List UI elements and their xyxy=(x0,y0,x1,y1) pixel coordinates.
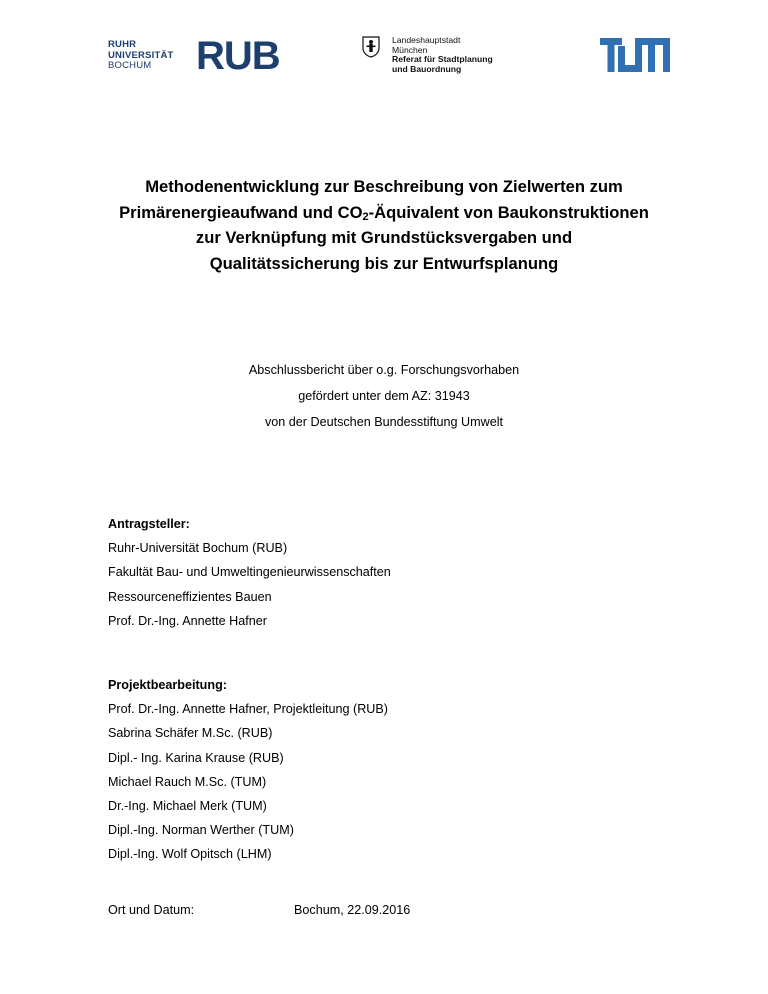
project-team-member: Dr.-Ing. Michael Merk (TUM) xyxy=(108,799,267,814)
project-team-section xyxy=(108,673,388,867)
title-line-4: Qualitätssicherung bis zur Entwurfsplanung xyxy=(209,253,559,273)
applicant-line: Ruhr-Universität Bochum (RUB) xyxy=(108,541,288,556)
project-team-member: Michael Rauch M.Sc. (TUM) xyxy=(108,774,267,789)
rub-logo xyxy=(196,36,286,74)
lhm-logo-text xyxy=(392,36,493,74)
project-team-heading: Projektbearbeitung: xyxy=(108,678,227,692)
report-line-2: gefördert unter dem AZ: 31943 xyxy=(298,389,470,403)
title-line-3: zur Verknüpfung mit Grundstücksvergaben und xyxy=(195,228,573,247)
applicant-line: Fakultät Bau- und Umweltingenieurwissenschaften xyxy=(108,565,391,580)
lhm-line-3: Referat für Stadtplanung xyxy=(392,54,493,65)
report-line-1: Abschlussbericht über o.g. Forschungsvorhaben xyxy=(248,363,520,377)
rub-wordmark-line-1: RUHR xyxy=(108,39,137,50)
title-line-2 xyxy=(84,200,684,226)
applicant-heading: Antragsteller: xyxy=(108,517,190,531)
title-line-2-part-b: -Äquivalent von Baukonstruktionen xyxy=(368,202,649,222)
title-line-2-part-a: Primärenergieaufwand und CO xyxy=(119,202,363,222)
title-line-1: Methodenentwicklung zur Beschreibung von Zielwerten zum xyxy=(145,177,623,196)
applicant-section xyxy=(108,512,391,633)
rub-wordmark-line-2: UNIVERSITÄT xyxy=(108,49,174,61)
lhm-line-1: Landeshauptstadt xyxy=(392,35,461,45)
rub-wordmark-logo xyxy=(108,40,180,72)
lhm-line-4: und Bauordnung xyxy=(392,63,462,74)
project-team-member: Dipl.- Ing. Karina Krause (RUB) xyxy=(108,750,284,765)
report-line-3: von der Deutschen Bundesstiftung Umwelt xyxy=(264,415,503,429)
tum-logo xyxy=(600,38,670,72)
rub-wordmark-line-3: BOCHUM xyxy=(108,60,152,71)
applicant-line: Prof. Dr.-Ing. Annette Hafner xyxy=(108,613,267,628)
project-team-member: Dipl.-Ing. Norman Werther (TUM) xyxy=(108,823,294,838)
munich-crest-icon xyxy=(362,36,380,58)
place-date-label: Ort und Datum: xyxy=(108,903,195,917)
document-title xyxy=(84,174,684,276)
project-team-member: Sabrina Schäfer M.Sc. (RUB) xyxy=(108,726,273,741)
title-line-2-subscript: 2 xyxy=(362,210,369,223)
report-info xyxy=(84,357,684,435)
project-team-member: Prof. Dr.-Ing. Annette Hafner, Projektleitung (RUB) xyxy=(108,702,388,717)
project-team-member: Dipl.-Ing. Wolf Opitsch (LHM) xyxy=(108,847,272,862)
place-date-value: Bochum, 22.09.2016 xyxy=(294,903,411,917)
lhm-line-2: München xyxy=(392,44,428,55)
rub-logo-mark: RUB xyxy=(196,36,280,74)
applicant-line: Ressourceneffizientes Bauen xyxy=(108,589,272,604)
